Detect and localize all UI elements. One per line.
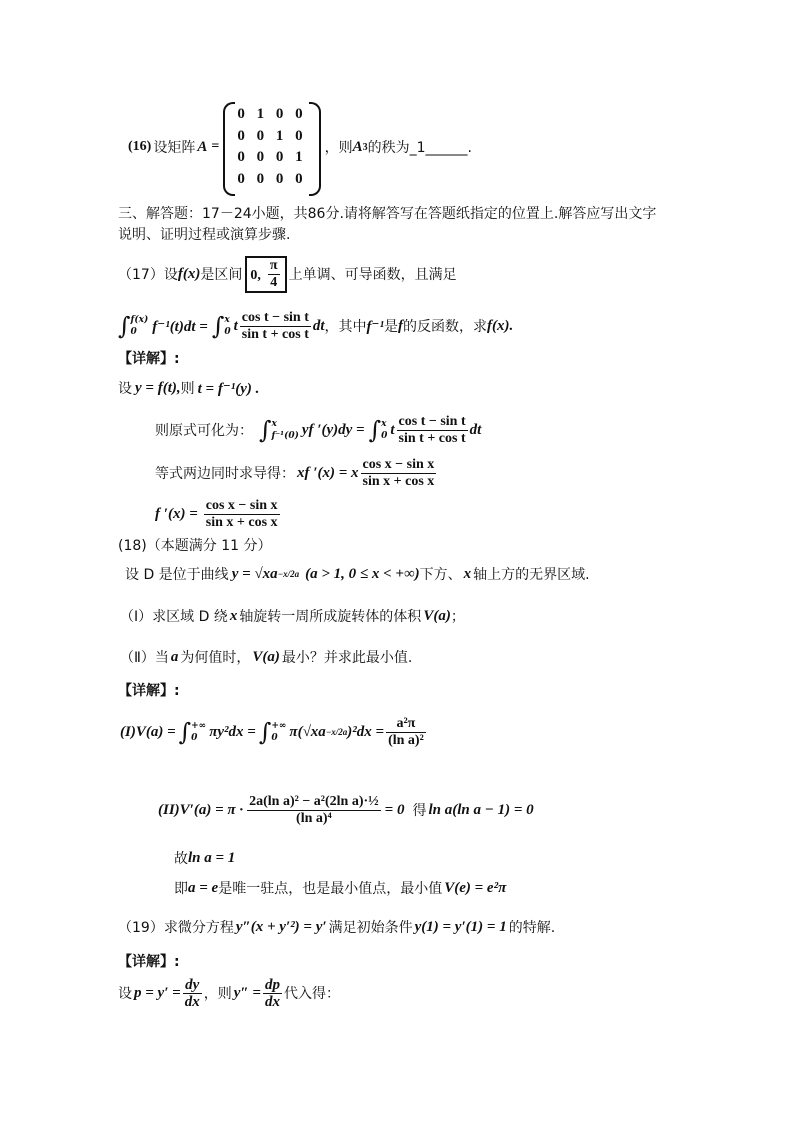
q19-detail-heading: 【详解】: [118,954,180,970]
integral-limits: x 0 [381,419,388,441]
q16-prefix: 设矩阵 [153,140,196,156]
integral-sign: ∫ [118,312,131,340]
q17-eq-tail-2: 是 [383,319,398,335]
integral-limits: x f⁻¹(0) [271,419,299,441]
q17-step-4: f ′(x) = $\frac{\text{cos x − sin x}}{\text{sin x + cos x}}$ [155,497,278,530]
q16-matrix [223,102,320,192]
q16-suffix: ，则 [324,140,353,156]
q17-is-interval: 是区间 [200,267,243,283]
q18-title: (18)（本题满分 11 分） [118,538,272,554]
q17-eq-tail-1: ，其中 [324,319,367,335]
q17-step4-fraction: $\frac{\text{cos x − sin x}}{\text{sin x + cos x}}$ [205,497,278,530]
question-16 [128,102,472,192]
q17-fx: f(x) [177,265,201,282]
interval-den: 4 [270,274,278,290]
q17-equation [118,306,513,346]
integral-sign: ∫ [258,718,272,746]
q18-solution-3: 故 ln a = 1 [174,849,236,867]
matrix-left-paren [223,102,235,196]
q17-interval [245,256,286,293]
q17-finv: f⁻¹ [366,318,384,335]
q17-eq-t: t [233,317,238,334]
integral-limits: +∞ 0 [191,721,207,743]
q16-number: (16) [128,139,152,154]
integral-limits: +∞ 0 [271,721,287,743]
q17-cond: 上单调、可导函数，且满足 [288,267,457,283]
q17-f: f [397,317,403,334]
q19-step-1: 设 p = y′ = $\frac{dy}{dx}$ ，则 y″ = $\frac{dp}{dx}$ 代入得： [118,976,340,1010]
q17-eq-fraction: $\frac{\text{cos t − sin t}}{\text{sin t + cos t}}$ [241,309,309,342]
integral-limits: x 0 [224,315,231,337]
interval-fraction [268,258,280,291]
matrix-row: 0 0 1 0 [237,127,307,144]
q18-solution-4: 即 a = e 是唯一驻点，也是最小值点，最小值 V(e) = e²π [174,879,507,897]
q17-step3-fraction: $\frac{\text{cos x − sin x}}{\text{sin x + cos x}}$ [362,456,435,489]
q17-eq-body: f⁻¹(t)dt = [152,318,208,335]
q18-detail-heading: 【详解】: [118,683,180,699]
matrix-row: 0 0 0 0 [237,170,307,187]
section-3-line-1: 三、解答题：17－24小题，共86分.请将解答写在答题纸指定的位置上.解答应写出文字 [118,206,657,222]
integral-sign: ∫ [178,718,192,746]
q16-var: A [197,138,208,155]
q17-lead: （17）设 [118,267,178,283]
q16-rank-text: 的秩为_1______. [367,140,472,156]
q17-step-2: 则原式可化为： ∫ x f⁻¹(0) yf ′(y)dy = ∫ x 0 t $\frac{\text{cos t − sin t}}{\text{sin t + cos t}}$ dt [155,413,482,446]
integral-sign: ∫ [368,416,382,444]
q18-condition: 设 D 是位于曲线 y = √xa −x/2a (a > 1, 0 ≤ x < +∞) 下方、 x 轴上方的无界区域. [125,565,590,583]
question-19: （19）求微分方程 y″(x + y′²) = y′ 满足初始条件 y(1) = y′(1) = 1 的特解. [118,918,556,936]
q18-sol1-fraction: $\frac{\text{a²π}}{\text{(ln a)²}}$ [388,715,424,748]
q18-part-1: （Ⅰ）求区域 D 绕 x 轴旋转一周所成旋转体的体积 V(a) ； [120,607,465,625]
matrix-row: 0 0 0 1 [237,149,307,165]
q16-equals: = [211,139,220,154]
interval-num: π [269,257,278,273]
section-3-line-2: 说明、证明过程或演算步骤. [118,227,291,243]
q18-sol2-fraction: $\frac{\text{2a(ln a)² − a²(2ln a)·½}}{\text{(ln a)⁴}}$ [249,793,379,826]
matrix-row: 0 1 0 0 [237,106,307,122]
q19-fraction-dy-dx: $\frac{dy}{dx}$ [184,976,200,1010]
q17-target: f(x). [486,317,514,334]
question-17 [118,254,457,294]
q19-fraction-dp-dx: $\frac{dp}{dx}$ [264,976,280,1010]
integral-sign: ∫ [211,312,225,340]
q17-eq-tail-3: 的反函数，求 [402,319,487,335]
q18-solution-1: (I)V(a) = ∫ +∞ 0 πy²dx = ∫ +∞ 0 π(√xa −x/2a )²dx = $\frac{\text{a²π}}{\text{(ln a)²}}$ [120,715,424,748]
matrix-right-paren [309,102,321,196]
integral-limits: f(x) 0 [130,315,149,337]
q17-step-1: 设 y = f(t), 则 t = f⁻¹(y) . [118,379,260,397]
q17-step-3: 等式两边同时求导得： xf ′(x) = x $\frac{\text{cos x − sin x}}{\text{sin x + cos x}}$ [155,456,435,489]
q16-power-var: A [352,138,363,155]
q17-detail-heading: 【详解】: [118,351,180,367]
q18-part-2: （Ⅱ）当 a 为何值时， V(a) 最小？并求此最小值. [120,648,413,666]
integral-sign: ∫ [259,416,272,444]
q17-step2-fraction: $\frac{\text{cos t − sin t}}{\text{sin t + cos t}}$ [398,413,466,446]
interval-left: 0, [250,267,261,283]
q17-eq-dt: dt [312,317,325,334]
q18-solution-2: (II)V′(a) = π · $\frac{\text{2a(ln a)² − a²(2ln a)·½}}{\text{(ln a)⁴}}$ = 0 得 ln a(ln a − 1) = 0 [158,793,534,826]
q16-power: 3 [362,141,368,153]
